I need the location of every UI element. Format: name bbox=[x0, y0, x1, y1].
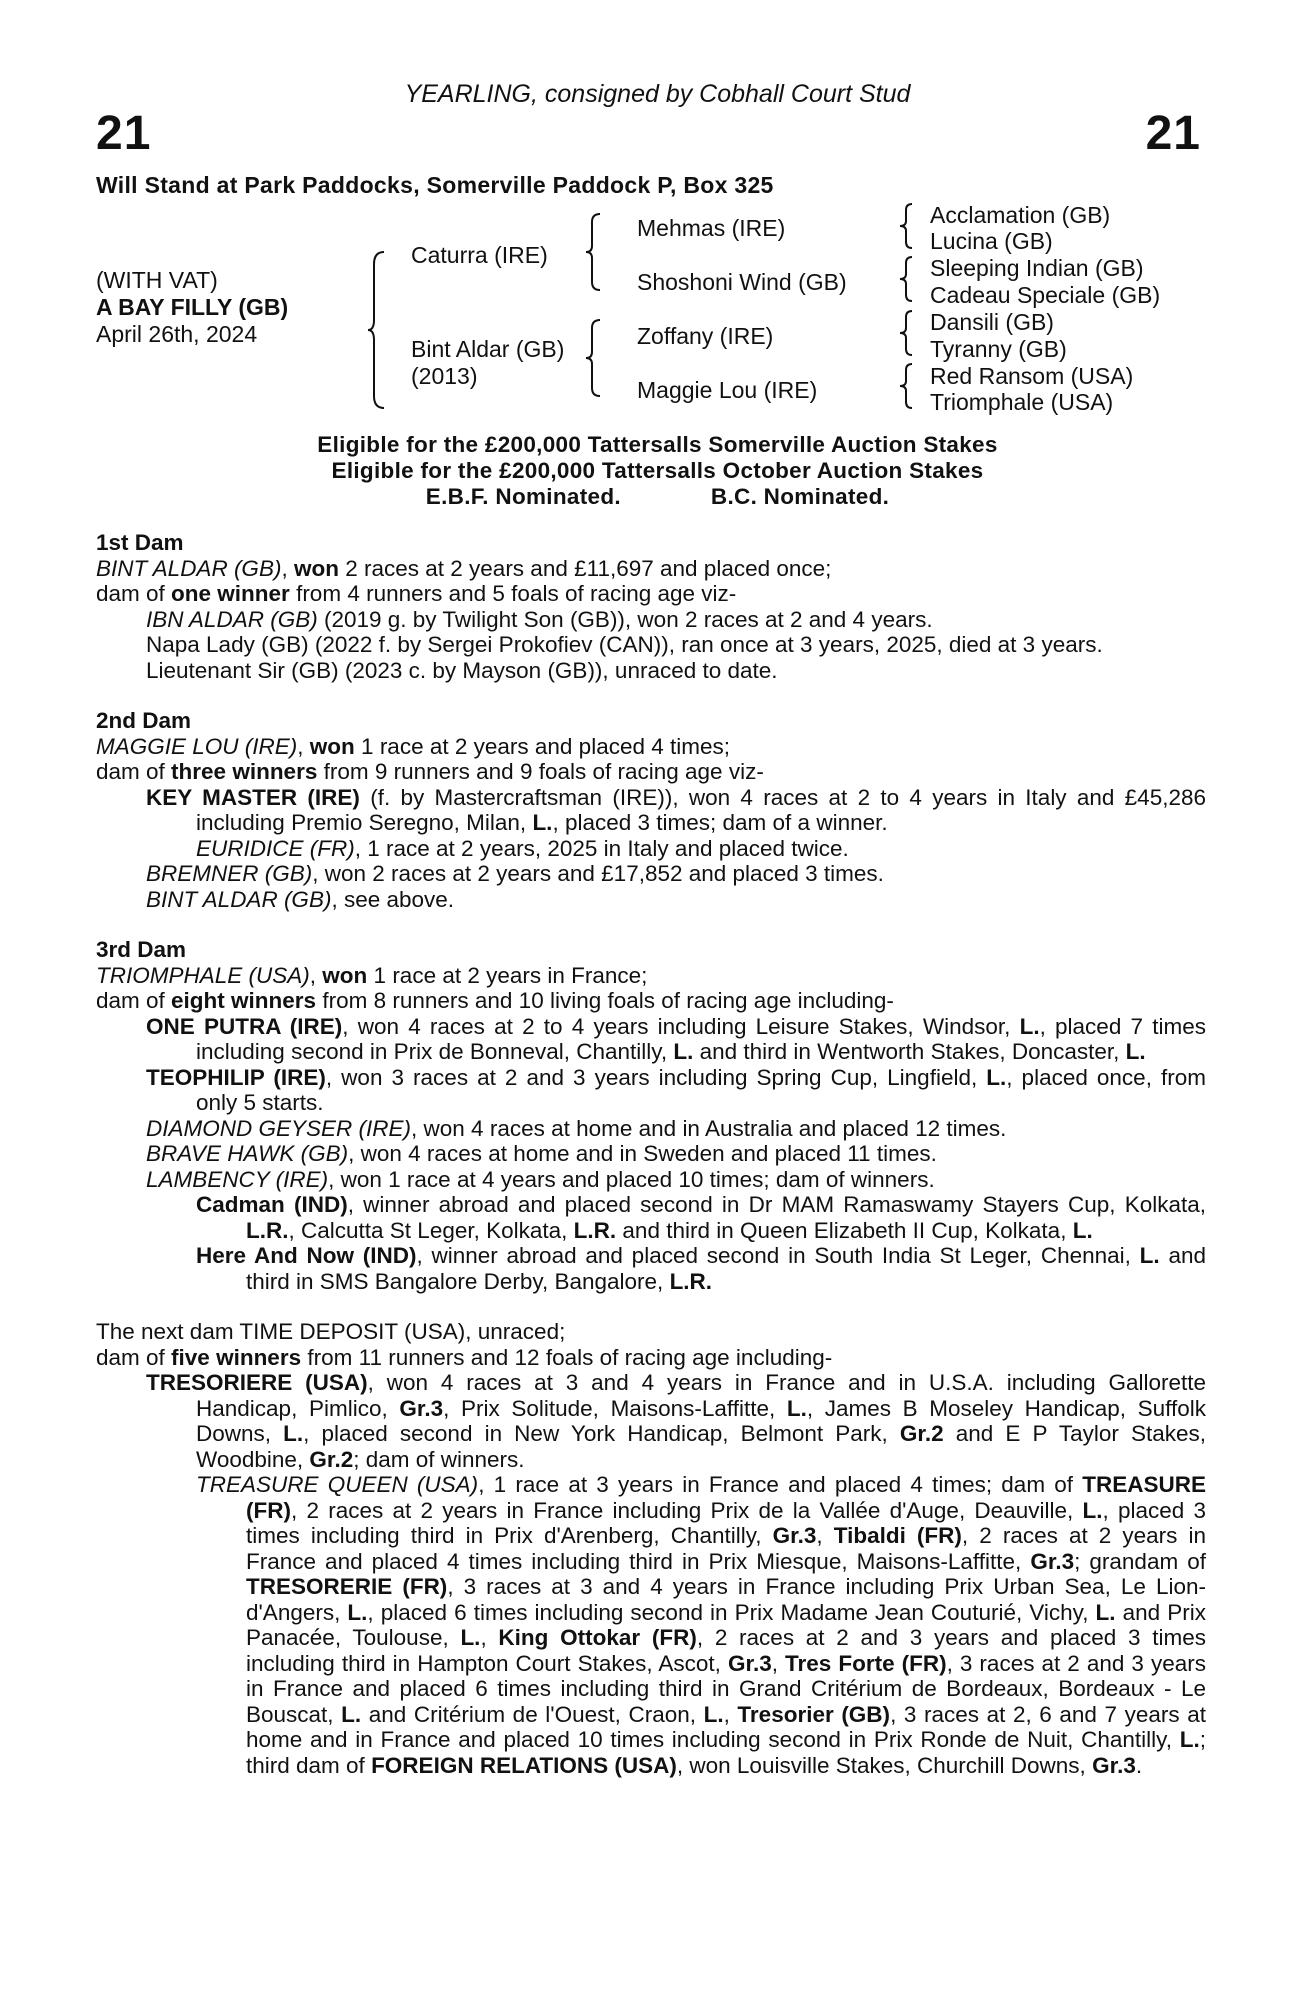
bc-nominated: B.C. Nominated. bbox=[710, 484, 890, 509]
pedigree-brace-g1 bbox=[900, 202, 916, 250]
produce-entry: Napa Lady (GB) (2022 f. by Sergei Prokofiev (CAN)), ran once at 3 years, 2025, died at 3 years. bbox=[146, 632, 1103, 657]
produce-entry: BREMNER (GB), won 2 races at 2 years and £17,852 and placed 3 times. bbox=[146, 861, 884, 886]
produce-entry: EURIDICE (FR), 1 race at 2 years, 2025 in Italy and placed twice. bbox=[196, 835, 849, 861]
dam-produce-summary: dam of one winner from 4 runners and 5 foals of racing age viz- bbox=[96, 581, 737, 606]
dam-line-body bbox=[96, 530, 1206, 1778]
vat-note: (WITH VAT) bbox=[96, 267, 218, 293]
third-dam-section bbox=[96, 937, 1206, 1294]
gg-7: Red Ransom (USA) bbox=[930, 363, 1134, 389]
dam-produce-summary: dam of eight winners from 8 runners and 10 living foals of racing age including- bbox=[96, 988, 894, 1013]
produce-entry: Here And Now (IND), winner abroad and placed second in South India St Leger, Chennai, L. and third in SMS Bangalore Derby, Bangalore, L.R. bbox=[196, 1243, 1206, 1294]
dam-produce-summary: dam of five winners from 11 runners and 12 foals of racing age including- bbox=[96, 1344, 833, 1370]
produce-entry: DIAMOND GEYSER (IRE), won 4 races at home and in Australia and placed 12 times. bbox=[146, 1115, 1007, 1141]
pedigree-brace-main bbox=[368, 250, 388, 410]
section-heading: 3rd Dam bbox=[96, 937, 187, 962]
gg-6: Tyranny (GB) bbox=[930, 336, 1067, 362]
dam-record: MAGGIE LOU (IRE), won 1 race at 2 years and placed 4 times; bbox=[96, 733, 731, 759]
pedigree-brace-g4 bbox=[900, 362, 916, 410]
produce-entry: ONE PUTRA (IRE), won 4 races at 2 to 4 years including Leisure Stakes, Windsor, L., placed 7 times including second in Prix de Bonneval, Chantilly, L. and third in Wentworth Stakes, Doncaster, L. bbox=[146, 1013, 1206, 1064]
dam-record: TRIOMPHALE (USA), won 1 race at 2 years in France; bbox=[96, 962, 648, 988]
sire-dam: Shoshoni Wind (GB) bbox=[637, 269, 847, 295]
dam-sire: Zoffany (IRE) bbox=[637, 323, 774, 349]
nominations bbox=[0, 484, 1315, 510]
section-heading: 1st Dam bbox=[96, 530, 184, 555]
pedigree-brace-sire bbox=[586, 212, 604, 292]
section-heading: 2nd Dam bbox=[96, 708, 192, 733]
next-dam-section bbox=[96, 1319, 1206, 1778]
produce-entry: TRESORIERE (USA), won 4 races at 3 and 4 years in France and in U.S.A. including Gallorette Handicap, Pimlico, Gr.3, Prix Solitude, Maisons-Laffitte, L., James B Moseley Handicap, Suffolk Downs, L., placed second in New York Handicap, Belmont Park, Gr.2 and E P Taylor Stakes, Woodbine, Gr.2; dam of winners. bbox=[146, 1370, 1207, 1472]
dam-dam: Maggie Lou (IRE) bbox=[637, 377, 818, 403]
ebf-nominated: E.B.F. Nominated. bbox=[425, 484, 621, 509]
lot-number-left: 21 bbox=[96, 107, 152, 160]
sire: Caturra (IRE) bbox=[411, 242, 548, 268]
gg-4: Cadeau Speciale (GB) bbox=[930, 282, 1161, 308]
pedigree-brace-g2 bbox=[900, 255, 916, 303]
stable-location: Will Stand at Park Paddocks, Somerville Paddock P, Box 325 bbox=[96, 172, 774, 198]
produce-entry: Cadman (IND), winner abroad and placed second in Dr MAM Ramaswamy Stayers Cup, Kolkata, L.R., Calcutta St Leger, Kolkata, L.R. and third in Queen Elizabeth II Cup, Kolkata, L. bbox=[196, 1192, 1206, 1243]
lot-title: A BAY FILLY (GB) bbox=[96, 294, 289, 320]
pedigree-brace-dam bbox=[586, 318, 604, 398]
produce-entry: BINT ALDAR (GB), see above. bbox=[146, 886, 455, 912]
produce-entry: KEY MASTER (IRE) (f. by Mastercraftsman (IRE)), won 4 races at 2 to 4 years in Italy and £45,286 including Premio Seregno, Milan, L., placed 3 times; dam of a winner. bbox=[146, 784, 1206, 835]
produce-entry: TREASURE QUEEN (USA), 1 race at 3 years in France and placed 4 times; dam of TREASURE (FR), 2 races at 2 years in France including Prix de la Vallée d'Auge, Deauville, L., placed 3 times including third in Prix d'Arenberg, Chantilly, Gr.3, Tibaldi (FR), 2 races at 2 years in France and placed 4 times including third in Prix Miesque, Maisons-Laffitte, Gr.3; grandam of TRESORERIE (FR), 3 races at 3 and 4 years in France including Prix Urban Sea, Le Lion-d'Angers, L., placed 6 times including second in Prix Madame Jean Couturié, Vichy, L. and Prix Panacée, Toulouse, L., King Ottokar (FR), 2 races at 2 and 3 years and placed 3 times including third in Hampton Court Stakes, Ascot, Gr.3, Tres Forte (FR), 3 races at 2 and 3 years in France and placed 6 times including third in Grand Critérium de Bordeaux, Bordeaux - Le Bouscat, L. and Critérium de l'Ouest, Craon, L., Tresorier (GB), 3 races at 2, 6 and 7 years at home and in France and placed 10 times including second in Prix Ronde de Nuit, Chantilly, L.; third dam of FOREIGN RELATIONS (USA), won Louisville Stakes, Churchill Downs, Gr.3. bbox=[196, 1472, 1207, 1778]
foaling-date: April 26th, 2024 bbox=[96, 321, 258, 347]
next-dam-record: The next dam TIME DEPOSIT (USA), unraced; bbox=[96, 1319, 566, 1344]
dam-record: BINT ALDAR (GB), won 2 races at 2 years and £11,697 and placed once; bbox=[96, 555, 832, 581]
dam: Bint Aldar (GB) bbox=[411, 336, 565, 362]
gg-2: Lucina (GB) bbox=[930, 228, 1053, 254]
gg-5: Dansili (GB) bbox=[930, 309, 1054, 335]
second-dam-section bbox=[96, 708, 1206, 912]
eligibility-somerville: Eligible for the £200,000 Tattersalls Somerville Auction Stakes bbox=[317, 432, 998, 457]
gg-3: Sleeping Indian (GB) bbox=[930, 255, 1144, 281]
consignor-line: YEARLING, consigned by Cobhall Court Stud bbox=[404, 80, 911, 108]
produce-entry: IBN ALDAR (GB) (2019 g. by Twilight Son (GB)), won 2 races at 2 and 4 years. bbox=[146, 606, 933, 632]
sire-sire: Mehmas (IRE) bbox=[637, 215, 786, 241]
dam-year: (2013) bbox=[411, 363, 478, 389]
first-dam-section bbox=[96, 530, 1206, 683]
produce-entry: TEOPHILIP (IRE), won 3 races at 2 and 3 years including Spring Cup, Lingfield, L., placed once, from only 5 starts. bbox=[146, 1064, 1206, 1115]
gg-8: Triomphale (USA) bbox=[930, 389, 1114, 415]
produce-entry: Lieutenant Sir (GB) (2023 c. by Mayson (GB)), unraced to date. bbox=[146, 657, 778, 683]
eligibility-october: Eligible for the £200,000 Tattersalls October Auction Stakes bbox=[331, 458, 984, 483]
produce-entry: BRAVE HAWK (GB), won 4 races at home and in Sweden and placed 11 times. bbox=[146, 1141, 937, 1166]
dam-produce-summary: dam of three winners from 9 runners and 9 foals of racing age viz- bbox=[96, 759, 764, 784]
gg-1: Acclamation (GB) bbox=[930, 202, 1111, 228]
pedigree-brace-g3 bbox=[900, 309, 916, 357]
lot-number-right: 21 bbox=[1145, 107, 1201, 160]
produce-entry: LAMBENCY (IRE), won 1 race at 4 years and placed 10 times; dam of winners. bbox=[146, 1166, 935, 1192]
